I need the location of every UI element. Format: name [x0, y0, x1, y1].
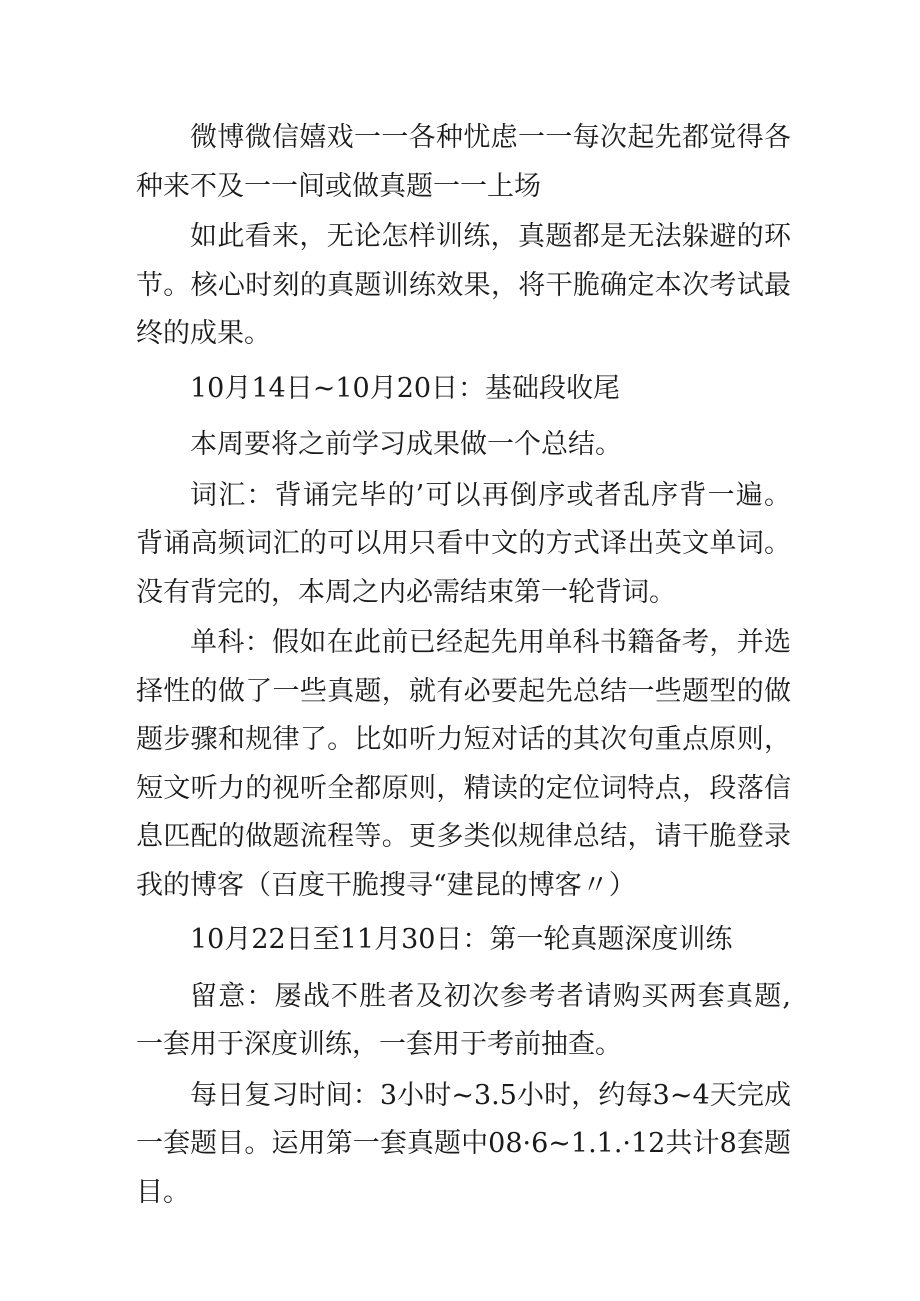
- paragraph-1: 微博微信嬉戏一一各种忧虑一一每次起先都觉得各种来不及一一间或做真题一一上场: [136, 122, 791, 202]
- document-body: [136, 114, 791, 1219]
- paragraph-4: 词汇：背诵完毕的’可以再倒序或者乱序背一遍。背诵高频词汇的可以用只看中文的方式译出英文单词。没有背完的，本周之内必需结束第一轮背词。: [136, 479, 791, 608]
- paragraph-3: 本周要将之前学习成果做一个总结。: [190, 429, 622, 460]
- paragraph-6: 留意：屡战不胜者及初次参考者请购买两套真题,一套用于深度训练，一套用于考前抽查。: [136, 980, 791, 1060]
- section-heading-1: 10月14日~10月20日：基础段收尾: [190, 372, 621, 404]
- paragraph-2: 如此看来，无论怎样训练，真题都是无法躲避的环节。核心时刻的真题训练效果，将干脆确定本次考试最终的成果。: [136, 221, 791, 349]
- paragraph-7: 每日复习时间：3小时~3.5小时，约每3~4天完成一套题目。运用第一套真题中08·6~1.1.·12共计8套题目。: [136, 1079, 791, 1208]
- paragraph-5: 单科：假如在此前已经起先用单科书籍备考，并选择性的做了一些真题，就有必要起先总结一些题型的做题步骤和规律了。比如听力短对话的其次句重点原则，短文听力的视听全都原则，精读的定位词特点，段落信息匹配的做题流程等。更多类似规律总结，请干脆登录我的博客（百度干脆搜寻“建昆的博客〃）: [136, 627, 791, 901]
- section-heading-2: 10月22日至11月30日：第一轮真题深度训练: [190, 924, 733, 955]
